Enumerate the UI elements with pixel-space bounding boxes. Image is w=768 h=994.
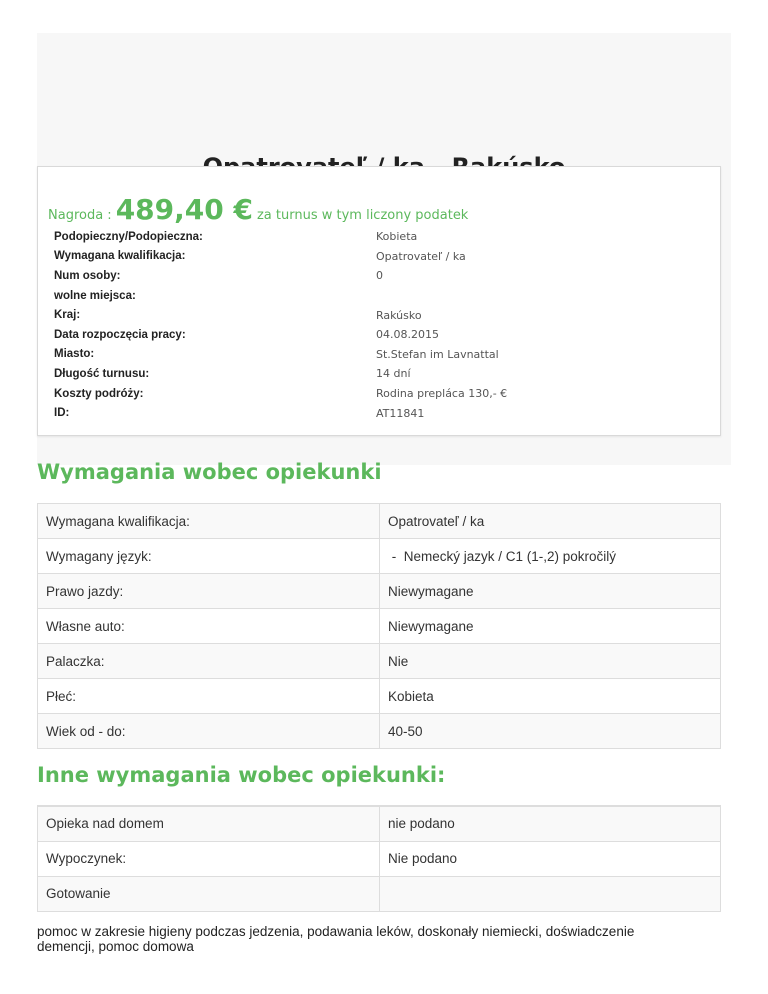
detail-row xyxy=(54,227,714,247)
table-cell-value: Niewymagane xyxy=(380,609,721,644)
other-requirements-heading: Inne wymagania wobec opiekunki: xyxy=(37,763,446,787)
table-cell-value: Nie xyxy=(380,644,721,679)
reward-note: za turnus w tym liczony podatek xyxy=(256,208,469,223)
detail-key: Num osoby: xyxy=(54,269,121,282)
detail-row xyxy=(54,325,714,345)
detail-key: Podopieczny/Podopieczna: xyxy=(54,230,203,243)
table-row xyxy=(38,714,721,749)
table-cell-value: Nie podano xyxy=(380,841,721,876)
detail-row xyxy=(54,266,714,286)
detail-key: ID: xyxy=(54,407,70,420)
reward xyxy=(48,193,468,226)
reward-amount: 489,40 € xyxy=(115,193,253,226)
table-cell-value xyxy=(380,876,721,911)
requirements-table xyxy=(37,503,721,749)
detail-key: Data rozpoczęcia pracy: xyxy=(54,328,186,341)
table-cell-key: Płeć: xyxy=(38,679,380,714)
table-cell-value: Opatrovateľ / ka xyxy=(380,504,721,539)
detail-row xyxy=(54,384,714,404)
table-cell-value: 40-50 xyxy=(380,714,721,749)
table-row xyxy=(38,504,721,539)
table-row xyxy=(38,806,721,841)
table-cell-key: Wymagana kwalifikacja: xyxy=(38,504,380,539)
table-cell-value: - Nemecký jazyk / C1 (1-,2) pokročilý xyxy=(380,539,721,574)
other-requirements-table xyxy=(37,805,721,912)
table-row xyxy=(38,539,721,574)
table-row xyxy=(38,679,721,714)
table-row xyxy=(38,574,721,609)
detail-value: Opatrovateľ / ka xyxy=(376,249,466,263)
table-cell-key: Wypoczynek: xyxy=(38,841,380,876)
detail-value: Kobieta xyxy=(376,230,418,244)
detail-value: 04.08.2015 xyxy=(376,328,439,342)
detail-key: Miasto: xyxy=(54,348,95,361)
description-text: pomoc w zakresie higieny podczas jedzenia, podawania leków, doskonały niemiecki, doświadczenie demencji, pomoc domowa xyxy=(37,924,635,954)
detail-value: St.Stefan im Lavnattal xyxy=(376,347,499,361)
detail-key: Wymagana kwalifikacja: xyxy=(54,250,186,263)
offer-card xyxy=(37,166,721,436)
table-cell-value: Niewymagane xyxy=(380,574,721,609)
table-row xyxy=(38,609,721,644)
detail-key: Koszty podróży: xyxy=(54,387,144,400)
detail-key: Kraj: xyxy=(54,309,81,322)
offer-details xyxy=(54,227,714,423)
detail-row xyxy=(54,305,714,325)
table-row xyxy=(38,841,721,876)
detail-value: 0 xyxy=(376,269,383,283)
reward-label: Nagroda : xyxy=(48,208,112,223)
requirements-heading: Wymagania wobec opiekunki xyxy=(37,460,382,484)
detail-value: Rakúsko xyxy=(376,308,422,322)
table-cell-value: Kobieta xyxy=(380,679,721,714)
detail-value: AT11841 xyxy=(376,406,425,420)
detail-row xyxy=(54,403,714,423)
table-cell-key: Wiek od - do: xyxy=(38,714,380,749)
detail-key: Długość turnusu: xyxy=(54,367,150,380)
table-cell-key: Palaczka: xyxy=(38,644,380,679)
table-cell-key: Własne auto: xyxy=(38,609,380,644)
table-row xyxy=(38,644,721,679)
detail-row xyxy=(54,286,714,306)
table-cell-key: Prawo jazdy: xyxy=(38,574,380,609)
table-cell-key: Opieka nad domem xyxy=(38,806,380,841)
detail-row xyxy=(54,345,714,365)
table-cell-value: nie podano xyxy=(380,806,721,841)
detail-value: 14 dní xyxy=(376,367,411,381)
table-row xyxy=(38,876,721,911)
detail-value: Rodina prepláca 130,- € xyxy=(376,387,508,401)
table-cell-key: Gotowanie xyxy=(38,876,380,911)
detail-row xyxy=(54,364,714,384)
detail-row xyxy=(54,247,714,267)
detail-key: wolne miejsca: xyxy=(54,289,136,302)
table-cell-key: Wymagany język: xyxy=(38,539,380,574)
